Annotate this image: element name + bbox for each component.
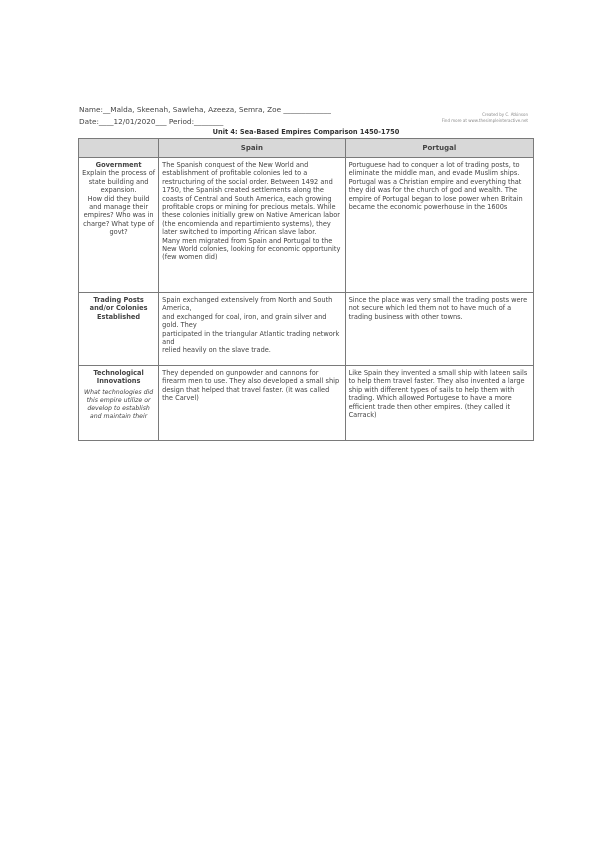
table-row-technology bbox=[79, 366, 534, 441]
date-line: Date:____12/01/2020___ Period:________ bbox=[79, 117, 224, 126]
row-description: Explain the process of state building and expansion. bbox=[82, 169, 156, 195]
cell-text: They depended on gunpowder and cannons for firearm men to use. They also developed a small ship design that helped that travel faster. (it was called the Carvel) bbox=[162, 369, 340, 403]
header-spain: Spain bbox=[159, 139, 345, 158]
cell-text: The Spanish conquest of the New World and establishment of profitable colonies led to a restructuring of the social order. Between 1492 and 1750, the Spanish created settlements along the coasts of Central and South America, each growing profitable crops or mining for precious metals. While these colonies initially grew on Native American labor (the encomienda and repartimiento systems), they later switched to importing African slave labor. Many men migrated from Spain and Portugal to the New World colonies, looking for economic opportunity (few women did) bbox=[162, 161, 341, 262]
table-row-government bbox=[79, 158, 534, 293]
row-label-government bbox=[79, 158, 159, 293]
cell-text: Portuguese had to conquer a lot of trading posts, to eliminate the middle man, and evade Muslim ships. Portugal was a Christian empire and everything that they did was for the church of god and wealth. The empire of Portugal began to lose power when Britain became the economic powerhouse in the 1600s bbox=[348, 161, 523, 212]
cell-text: Like Spain they invented a small ship with lateen sails to help them travel faster. They also invented a large ship with different types of sails to help them with trading. Which allowed Portugese to have a more efficient trade then other empires. (they called it Carrack) bbox=[348, 369, 528, 420]
table-header-row bbox=[79, 139, 534, 158]
comparison-table bbox=[78, 138, 534, 441]
table-row-trading bbox=[79, 293, 534, 366]
cell-text: Since the place was very small the trading posts were not secure which led them not to have much of a trading business with other towns. bbox=[348, 296, 528, 321]
cell-portugal-trading bbox=[345, 293, 533, 366]
header-portugal: Portugal bbox=[345, 139, 533, 158]
name-line: Name:__Malda, Skeenah, Sawleha, Azeeza, Semra, Zoe _____________ bbox=[79, 105, 331, 114]
credit-line: Created by C. Atkinson bbox=[482, 112, 528, 117]
row-label-trading bbox=[79, 293, 159, 366]
row-label-technology bbox=[79, 366, 159, 441]
cell-spain-government bbox=[159, 158, 345, 293]
header-blank bbox=[79, 139, 159, 158]
cell-text: Spain exchanged extensively from North and South America, and exchanged for coal, iron, and grain silver and gold. They participated in the triangular Atlantic trading network and relied heavily on the slave trade. bbox=[162, 296, 340, 355]
cell-spain-technology bbox=[159, 366, 345, 441]
row-title: Technological Innovations bbox=[93, 369, 144, 386]
page-title: Unit 4: Sea-Based Empires Comparison 1450-1750 bbox=[212, 128, 400, 136]
row-questions: What technologies did this empire utilize or develop to establish and maintain their bbox=[83, 388, 154, 420]
row-questions: How did they build and manage their empires? Who was in charge? What type of govt? bbox=[83, 194, 155, 237]
row-title: Trading Posts and/or Colonies Established bbox=[89, 296, 148, 321]
cell-spain-trading bbox=[159, 293, 345, 366]
row-title: Government bbox=[95, 161, 142, 169]
cell-portugal-technology bbox=[345, 366, 533, 441]
cell-portugal-government bbox=[345, 158, 533, 293]
credit-url: Find more at www.thesimpleinteractive.net bbox=[441, 118, 528, 123]
